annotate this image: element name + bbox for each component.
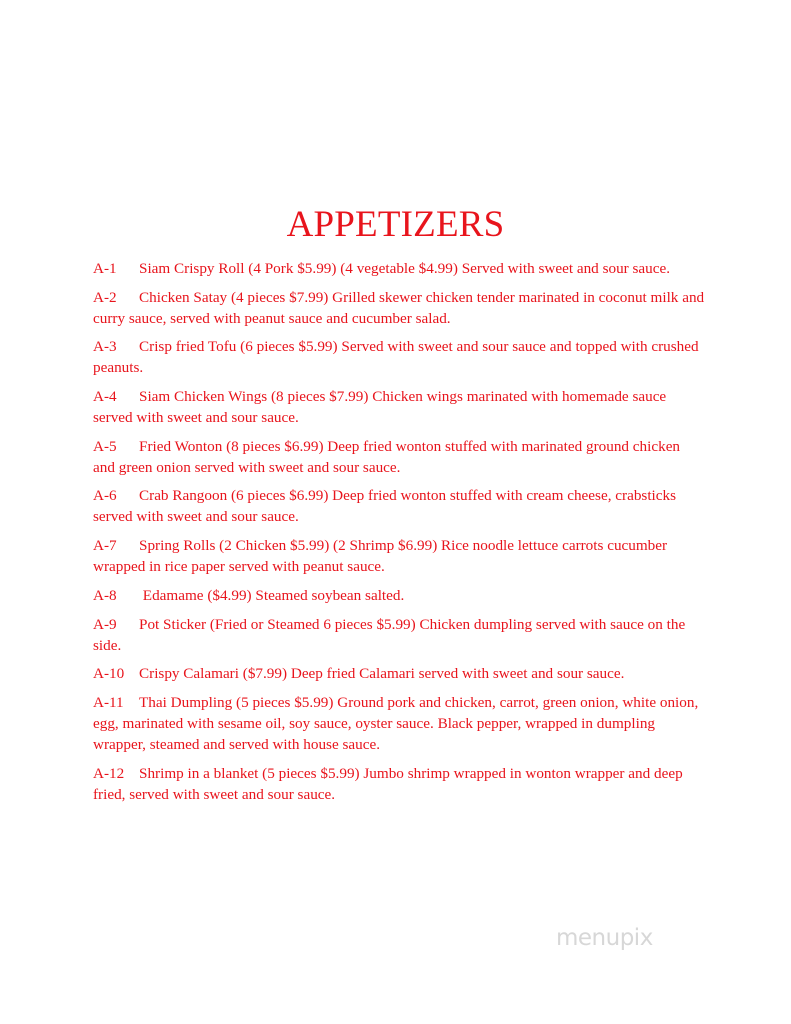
item-description: Siam Chicken Wings (8 pieces $7.99) Chicken wings marinated with homemade sauce served with sweet and sour sauce. [93, 388, 667, 427]
menu-item [93, 436, 705, 478]
page-title: APPETIZERS [286, 204, 505, 245]
item-code: A-3 [93, 338, 117, 356]
item-description: Siam Crispy Roll (4 Pork $5.99) (4 vegetable $4.99) Served with sweet and sour sauce. [139, 260, 671, 277]
item-description: Crab Rangoon (6 pieces $6.99) Deep fried wonton stuffed with cream cheese, crabsticks served with sweet and sour sauce. [93, 487, 677, 526]
item-code: A-6 [93, 487, 117, 505]
item-code: A-8 [93, 586, 117, 604]
item-description: Crisp fried Tofu (6 pieces $5.99) Served with sweet and sour sauce and topped with crushed peanuts. [93, 338, 699, 377]
item-description: Fried Wonton (8 pieces $6.99) Deep fried wonton stuffed with marinated ground chicken and green onion served with sweet and sour sauce. [93, 437, 681, 476]
menu-item [93, 763, 705, 805]
menu-item [93, 692, 705, 755]
appetizer-list [93, 258, 705, 812]
menu-item [93, 258, 705, 279]
item-description: Thai Dumpling (5 pieces $5.99) Ground pork and chicken, carrot, green onion, white onion, egg, marinated with sesame oil, soy sauce, oyster sauce. Black pepper, wrapped in dumpling wrapper, steamed and served with house sauce. [93, 693, 699, 753]
menupix-watermark: menupix [556, 925, 653, 951]
item-code: A-1 [93, 260, 117, 277]
item-description: Crispy Calamari ($7.99) Deep fried Calamari served with sweet and sour sauce. [139, 665, 625, 683]
menu-item [93, 663, 705, 684]
item-code: A-10 [93, 665, 125, 683]
menu-item [93, 336, 705, 378]
menu-item [93, 535, 705, 577]
item-code: A-11 [93, 693, 124, 711]
item-description: Shrimp in a blanket (5 pieces $5.99) Jumbo shrimp wrapped in wonton wrapper and deep fried, served with sweet and sour sauce. [93, 764, 683, 803]
item-description: Spring Rolls (2 Chicken $5.99) (2 Shrimp $6.99) Rice noodle lettuce carrots cucumber wrapped in rice paper served with peanut sauce. [93, 537, 668, 576]
item-code: A-4 [93, 388, 117, 406]
menu-item [93, 614, 705, 656]
item-code: A-12 [93, 764, 125, 782]
item-code: A-7 [93, 537, 117, 555]
menu-item [93, 386, 705, 428]
item-description: Edamame ($4.99) Steamed soybean salted. [139, 586, 405, 604]
menu-item [93, 485, 705, 527]
item-code: A-5 [93, 437, 117, 455]
item-code: A-9 [93, 615, 117, 633]
menu-item [93, 287, 705, 329]
menu-item [93, 585, 705, 606]
item-description: Pot Sticker (Fried or Steamed 6 pieces $5.99) Chicken dumpling served with sauce on the side. [93, 615, 686, 654]
item-description: Chicken Satay (4 pieces $7.99) Grilled skewer chicken tender marinated in coconut milk and curry sauce, served with peanut sauce and cucumber salad. [93, 288, 705, 327]
item-code: A-2 [93, 288, 117, 306]
